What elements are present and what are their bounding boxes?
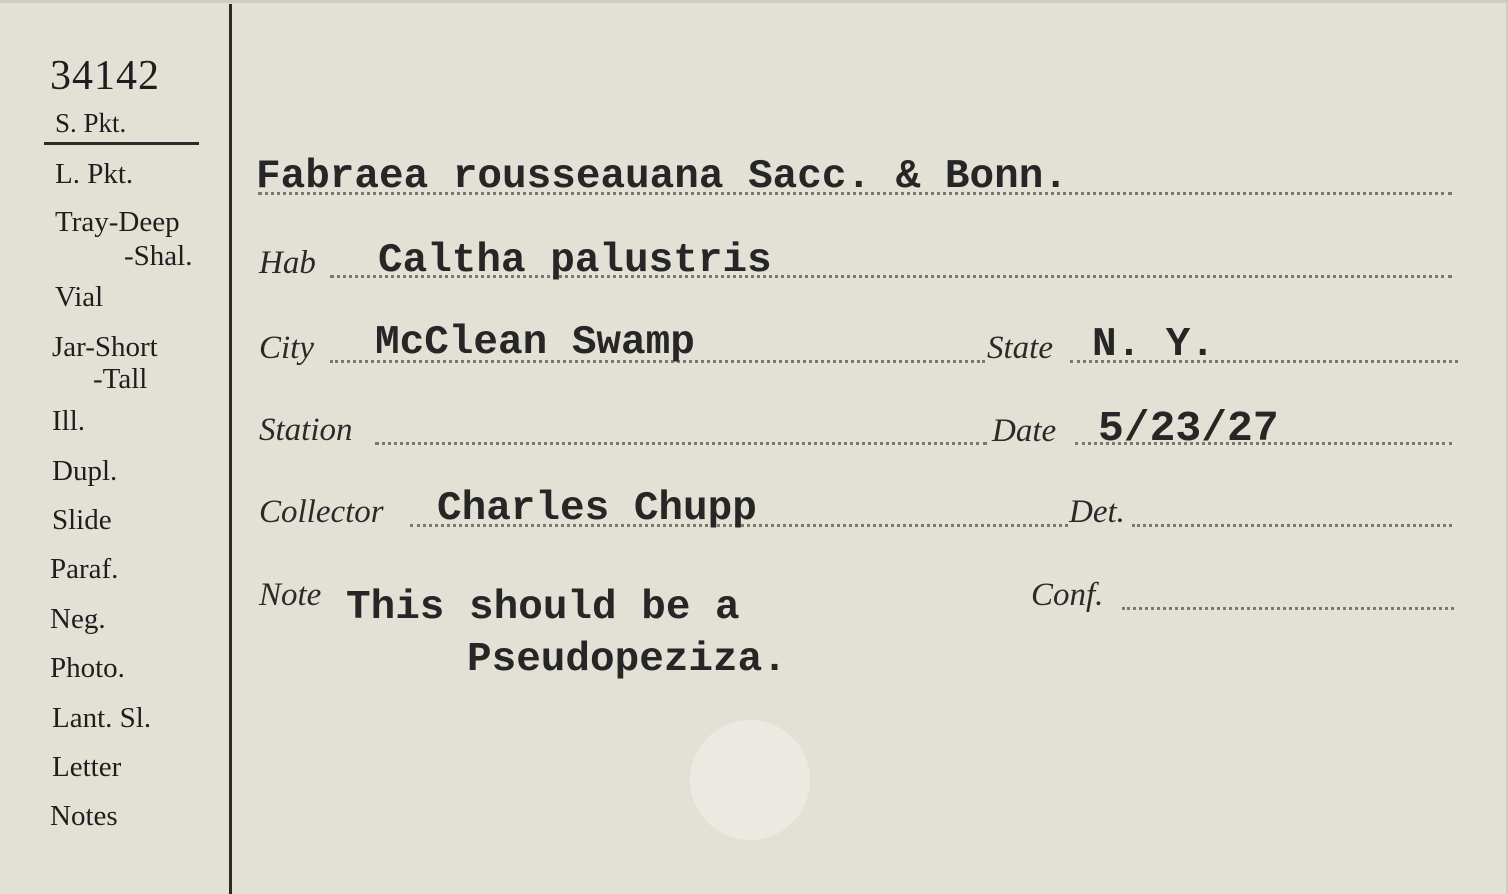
type-letter: Letter (52, 751, 122, 783)
card-top-edge (0, 0, 1508, 3)
city-value: McClean Swamp (375, 320, 695, 366)
column-divider (229, 4, 232, 894)
state-value: N. Y. (1092, 322, 1216, 368)
type-s-pkt: S. Pkt. (55, 108, 127, 138)
type-paraf: Paraf. (50, 553, 119, 585)
catalog-number: 34142 (50, 53, 160, 99)
station-dotted-line (375, 442, 987, 445)
collector-label: Collector (259, 494, 384, 530)
type-lant-sl: Lant. Sl. (52, 702, 152, 734)
note-label: Note (259, 577, 322, 613)
note-line-1: This should be a (346, 585, 740, 631)
collector-value: Charles Chupp (437, 486, 757, 532)
catalog-underline (44, 142, 199, 145)
type-neg: Neg. (50, 603, 106, 635)
type-jar-tall: -Tall (93, 363, 148, 395)
paper-smudge (690, 720, 810, 840)
city-label: City (259, 330, 314, 366)
type-tray-deep: Tray-Deep (55, 206, 180, 238)
state-label: State (987, 330, 1053, 366)
type-tray-shal: -Shal. (124, 240, 193, 272)
conf-dotted-line (1122, 607, 1454, 610)
hab-value: Caltha palustris (378, 238, 772, 284)
conf-label: Conf. (1031, 577, 1104, 613)
date-value: 5/23/27 (1098, 404, 1279, 453)
type-l-pkt: L. Pkt. (55, 158, 134, 190)
type-ill: Ill. (52, 405, 86, 437)
type-notes: Notes (50, 800, 118, 832)
type-vial: Vial (55, 281, 104, 313)
species-name: Fabraea rousseauana Sacc. & Bonn. (256, 154, 1068, 200)
type-photo: Photo. (50, 652, 125, 684)
det-label: Det. (1069, 494, 1125, 530)
hab-label: Hab (259, 245, 316, 281)
type-jar-short: Jar-Short (52, 331, 158, 363)
note-line-2: Pseudopeziza. (467, 637, 787, 683)
type-dupl: Dupl. (52, 455, 118, 487)
det-dotted-line (1132, 524, 1452, 527)
date-label: Date (992, 413, 1057, 449)
type-slide: Slide (52, 504, 112, 536)
station-label: Station (259, 412, 353, 448)
